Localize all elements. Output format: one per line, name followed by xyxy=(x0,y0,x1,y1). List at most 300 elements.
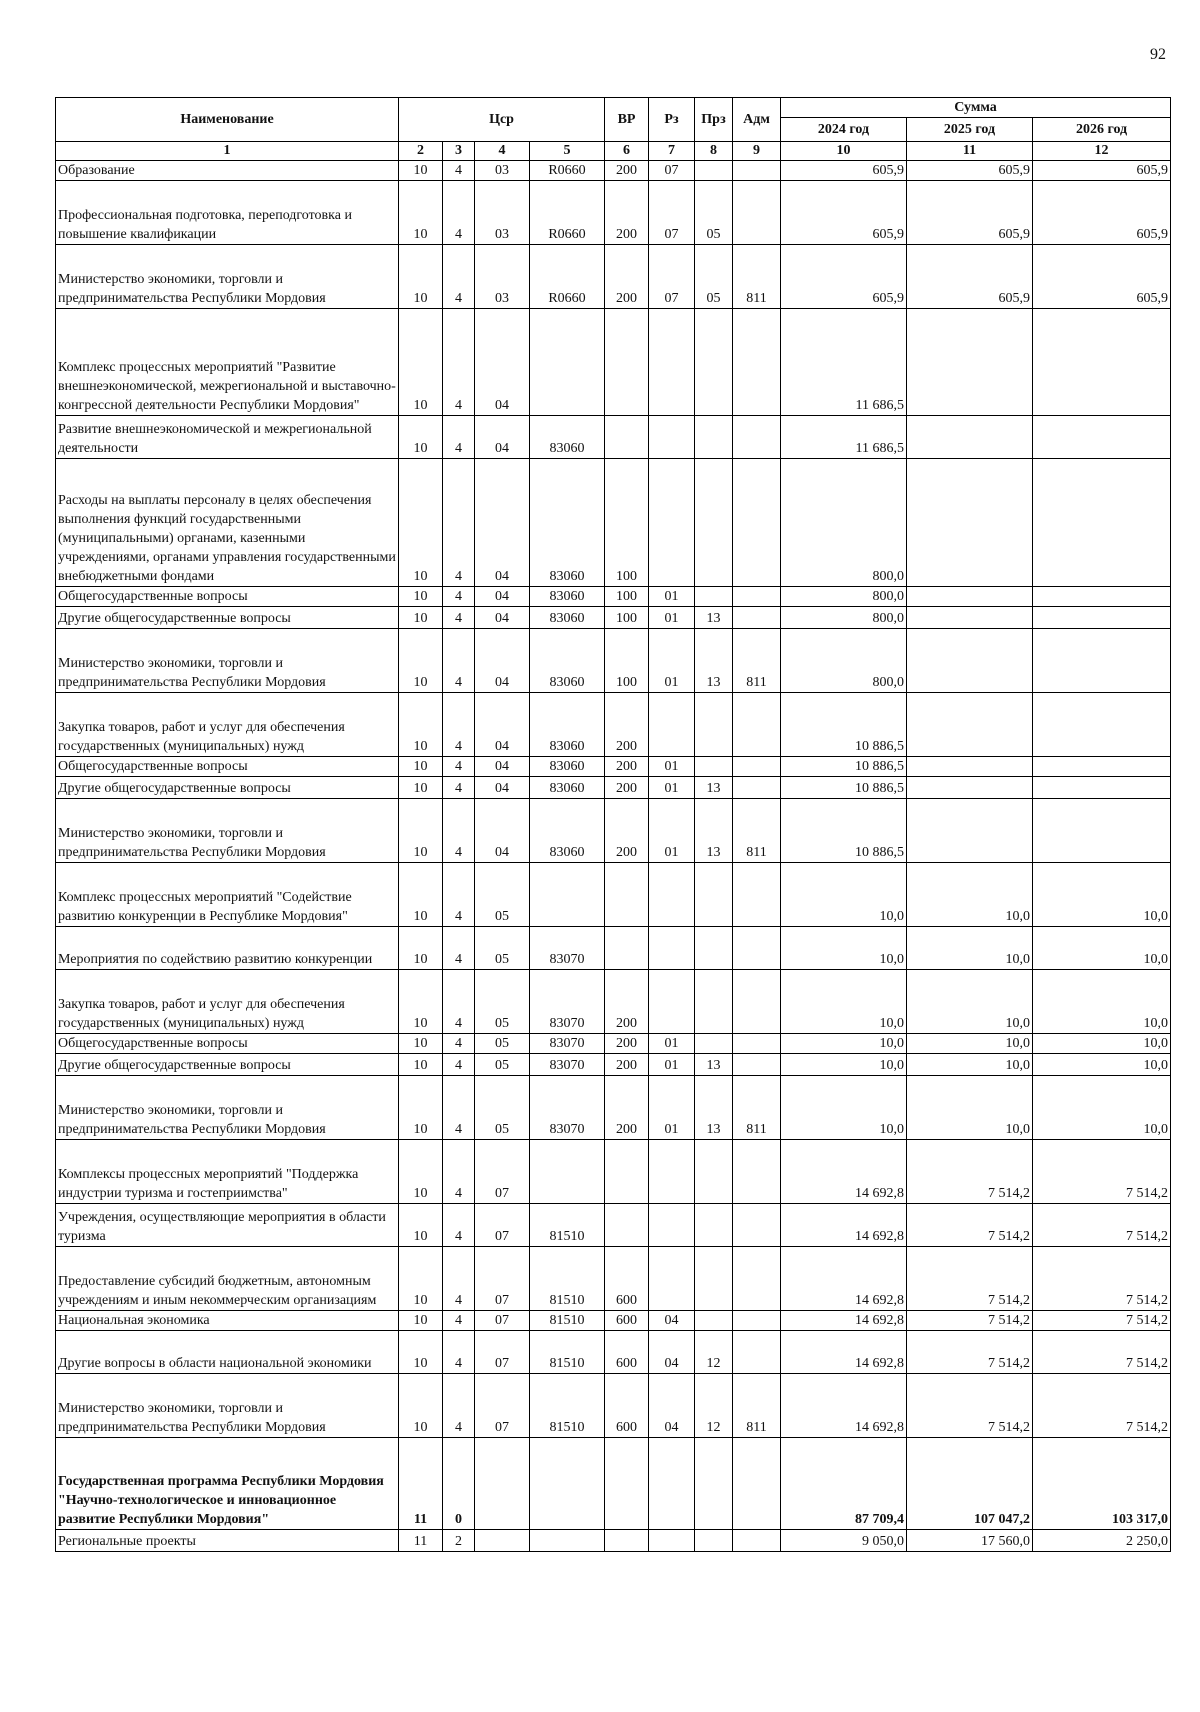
row-sum-2025 xyxy=(907,799,1033,863)
column-number: 8 xyxy=(695,142,733,161)
row-sum-2025: 10,0 xyxy=(907,1034,1033,1054)
row-sum-2024: 10 886,5 xyxy=(781,799,907,863)
row-code-subprogram xyxy=(475,1438,530,1530)
row-code-program: 10 xyxy=(399,1247,443,1311)
row-vr: 200 xyxy=(605,1034,649,1054)
column-number: 11 xyxy=(907,142,1033,161)
row-adm xyxy=(733,416,781,459)
row-sum-2026: 10,0 xyxy=(1033,1034,1171,1054)
row-sum-2024: 10,0 xyxy=(781,863,907,927)
column-number: 9 xyxy=(733,142,781,161)
row-prz xyxy=(695,1311,733,1331)
column-number: 2 xyxy=(399,142,443,161)
row-prz: 13 xyxy=(695,799,733,863)
row-code-type: 4 xyxy=(443,309,475,416)
row-name: Министерство экономики, торговли и предпринимательства Республики Мордовия xyxy=(56,1076,399,1140)
table-row xyxy=(56,799,1171,863)
row-code-subprogram: 05 xyxy=(475,970,530,1034)
row-name: Комплексы процессных мероприятий "Поддержка индустрии туризма и гостеприимства" xyxy=(56,1140,399,1204)
row-prz: 05 xyxy=(695,181,733,245)
table-row xyxy=(56,587,1171,607)
row-code-type: 4 xyxy=(443,161,475,181)
row-vr xyxy=(605,1438,649,1530)
column-number: 6 xyxy=(605,142,649,161)
row-rz xyxy=(649,309,695,416)
row-sum-2026: 7 514,2 xyxy=(1033,1311,1171,1331)
row-prz xyxy=(695,1530,733,1552)
row-adm xyxy=(733,927,781,970)
row-vr: 200 xyxy=(605,1076,649,1140)
row-code-direction: R0660 xyxy=(530,161,605,181)
row-vr: 200 xyxy=(605,693,649,757)
row-code-type: 4 xyxy=(443,757,475,777)
table-row xyxy=(56,309,1171,416)
row-sum-2025: 605,9 xyxy=(907,161,1033,181)
row-rz xyxy=(649,1140,695,1204)
row-code-direction: 81510 xyxy=(530,1311,605,1331)
row-sum-2026 xyxy=(1033,587,1171,607)
row-code-subprogram: 04 xyxy=(475,757,530,777)
row-vr: 200 xyxy=(605,181,649,245)
row-name: Национальная экономика xyxy=(56,1311,399,1331)
table-row xyxy=(56,1076,1171,1140)
row-code-direction: 83070 xyxy=(530,1054,605,1076)
row-sum-2026 xyxy=(1033,693,1171,757)
row-name: Другие вопросы в области национальной экономики xyxy=(56,1331,399,1374)
table-row xyxy=(56,1034,1171,1054)
table-row xyxy=(56,607,1171,629)
row-sum-2024: 10 886,5 xyxy=(781,757,907,777)
row-adm xyxy=(733,1438,781,1530)
row-sum-2024: 14 692,8 xyxy=(781,1311,907,1331)
header-year-2025: 2025 год xyxy=(907,118,1033,142)
row-code-program: 10 xyxy=(399,693,443,757)
row-vr xyxy=(605,309,649,416)
row-name: Министерство экономики, торговли и предпринимательства Республики Мордовия xyxy=(56,629,399,693)
row-code-type: 0 xyxy=(443,1438,475,1530)
row-rz: 07 xyxy=(649,161,695,181)
row-code-direction xyxy=(530,863,605,927)
row-sum-2026 xyxy=(1033,416,1171,459)
row-code-direction: 83060 xyxy=(530,693,605,757)
row-code-program: 10 xyxy=(399,459,443,587)
row-adm xyxy=(733,1140,781,1204)
row-code-direction xyxy=(530,1438,605,1530)
column-number: 5 xyxy=(530,142,605,161)
row-name: Другие общегосударственные вопросы xyxy=(56,777,399,799)
row-code-subprogram: 07 xyxy=(475,1140,530,1204)
row-sum-2026 xyxy=(1033,459,1171,587)
row-code-direction: 81510 xyxy=(530,1331,605,1374)
row-sum-2025 xyxy=(907,693,1033,757)
row-sum-2024: 800,0 xyxy=(781,459,907,587)
row-name: Учреждения, осуществляющие мероприятия в области туризма xyxy=(56,1204,399,1247)
row-code-program: 10 xyxy=(399,1331,443,1374)
row-sum-2024: 14 692,8 xyxy=(781,1374,907,1438)
row-sum-2024: 10 886,5 xyxy=(781,693,907,757)
row-code-program: 10 xyxy=(399,863,443,927)
row-sum-2026: 103 317,0 xyxy=(1033,1438,1171,1530)
row-prz xyxy=(695,1204,733,1247)
row-rz xyxy=(649,459,695,587)
row-code-type: 4 xyxy=(443,1311,475,1331)
row-sum-2024: 14 692,8 xyxy=(781,1140,907,1204)
row-rz: 07 xyxy=(649,181,695,245)
row-name: Общегосударственные вопросы xyxy=(56,757,399,777)
row-code-direction: 83060 xyxy=(530,459,605,587)
row-vr xyxy=(605,1530,649,1552)
row-vr: 100 xyxy=(605,459,649,587)
header-csr: Цср xyxy=(399,98,605,142)
row-code-subprogram: 04 xyxy=(475,309,530,416)
row-name: Общегосударственные вопросы xyxy=(56,587,399,607)
row-vr: 200 xyxy=(605,757,649,777)
table-row xyxy=(56,1204,1171,1247)
row-sum-2025: 7 514,2 xyxy=(907,1331,1033,1374)
row-code-type: 4 xyxy=(443,181,475,245)
row-name: Профессиональная подготовка, переподготовка и повышение квалификации xyxy=(56,181,399,245)
row-code-direction xyxy=(530,309,605,416)
row-rz xyxy=(649,1204,695,1247)
row-code-program: 10 xyxy=(399,1054,443,1076)
row-rz: 04 xyxy=(649,1374,695,1438)
row-prz: 05 xyxy=(695,245,733,309)
row-vr xyxy=(605,863,649,927)
row-code-direction: 83070 xyxy=(530,927,605,970)
row-rz: 07 xyxy=(649,245,695,309)
row-sum-2024: 14 692,8 xyxy=(781,1204,907,1247)
row-sum-2024: 11 686,5 xyxy=(781,309,907,416)
row-code-program: 10 xyxy=(399,1034,443,1054)
row-code-type: 4 xyxy=(443,416,475,459)
table-row xyxy=(56,970,1171,1034)
row-adm xyxy=(733,1054,781,1076)
row-code-program: 10 xyxy=(399,629,443,693)
row-rz: 04 xyxy=(649,1331,695,1374)
row-sum-2024: 10,0 xyxy=(781,927,907,970)
row-code-program: 10 xyxy=(399,970,443,1034)
row-code-program: 10 xyxy=(399,1311,443,1331)
row-sum-2025: 17 560,0 xyxy=(907,1530,1033,1552)
row-sum-2025: 605,9 xyxy=(907,245,1033,309)
row-adm: 811 xyxy=(733,799,781,863)
row-prz xyxy=(695,693,733,757)
row-name: Предоставление субсидий бюджетным, автономным учреждениям и иным некоммерческим организациям xyxy=(56,1247,399,1311)
row-sum-2025: 7 514,2 xyxy=(907,1247,1033,1311)
row-code-type: 4 xyxy=(443,1140,475,1204)
row-sum-2026 xyxy=(1033,777,1171,799)
row-sum-2026: 10,0 xyxy=(1033,970,1171,1034)
table-row xyxy=(56,1438,1171,1530)
row-code-subprogram: 05 xyxy=(475,927,530,970)
row-adm xyxy=(733,1331,781,1374)
row-code-program: 11 xyxy=(399,1438,443,1530)
row-sum-2025 xyxy=(907,416,1033,459)
row-prz xyxy=(695,757,733,777)
table-row xyxy=(56,181,1171,245)
row-rz: 01 xyxy=(649,1054,695,1076)
row-code-type: 4 xyxy=(443,607,475,629)
row-vr: 100 xyxy=(605,587,649,607)
column-number-row xyxy=(56,142,1171,161)
row-sum-2026: 7 514,2 xyxy=(1033,1140,1171,1204)
header-sum: Сумма xyxy=(781,98,1171,118)
column-number: 1 xyxy=(56,142,399,161)
table-row xyxy=(56,757,1171,777)
row-sum-2025: 10,0 xyxy=(907,863,1033,927)
row-name: Комплекс процессных мероприятий "Развитие внешнеэкономической, межрегиональной и выставочно-конгрессной деятельности Республики Мордовия" xyxy=(56,309,399,416)
row-rz: 01 xyxy=(649,607,695,629)
row-adm xyxy=(733,161,781,181)
row-code-type: 4 xyxy=(443,1034,475,1054)
row-sum-2026: 605,9 xyxy=(1033,181,1171,245)
row-vr: 200 xyxy=(605,1054,649,1076)
header-vr: ВР xyxy=(605,98,649,142)
row-vr xyxy=(605,416,649,459)
row-sum-2025: 605,9 xyxy=(907,181,1033,245)
row-adm xyxy=(733,181,781,245)
row-code-subprogram: 03 xyxy=(475,161,530,181)
row-code-direction: 83070 xyxy=(530,1076,605,1140)
row-adm: 811 xyxy=(733,1374,781,1438)
row-vr: 600 xyxy=(605,1247,649,1311)
row-code-direction: 83060 xyxy=(530,587,605,607)
header-adm: Адм xyxy=(733,98,781,142)
row-code-direction: 83060 xyxy=(530,777,605,799)
row-sum-2024: 11 686,5 xyxy=(781,416,907,459)
table-row xyxy=(56,416,1171,459)
row-code-subprogram: 07 xyxy=(475,1204,530,1247)
row-name: Развитие внешнеэкономической и межрегиональной деятельности xyxy=(56,416,399,459)
row-code-program: 10 xyxy=(399,161,443,181)
row-code-type: 4 xyxy=(443,777,475,799)
row-adm xyxy=(733,757,781,777)
row-code-type: 4 xyxy=(443,245,475,309)
row-rz: 01 xyxy=(649,1076,695,1140)
row-sum-2024: 14 692,8 xyxy=(781,1331,907,1374)
row-prz: 13 xyxy=(695,777,733,799)
row-adm xyxy=(733,1311,781,1331)
table-row xyxy=(56,459,1171,587)
row-sum-2025: 10,0 xyxy=(907,1076,1033,1140)
row-code-subprogram: 04 xyxy=(475,587,530,607)
row-prz: 13 xyxy=(695,607,733,629)
row-code-type: 4 xyxy=(443,1054,475,1076)
row-sum-2025: 7 514,2 xyxy=(907,1311,1033,1331)
row-code-subprogram: 05 xyxy=(475,1054,530,1076)
row-name: Министерство экономики, торговли и предпринимательства Республики Мордовия xyxy=(56,245,399,309)
row-rz: 04 xyxy=(649,1311,695,1331)
row-name: Закупка товаров, работ и услуг для обеспечения государственных (муниципальных) нужд xyxy=(56,970,399,1034)
row-code-subprogram: 04 xyxy=(475,416,530,459)
row-adm xyxy=(733,863,781,927)
row-sum-2024: 605,9 xyxy=(781,181,907,245)
row-adm xyxy=(733,1247,781,1311)
row-name: Образование xyxy=(56,161,399,181)
row-code-direction: R0660 xyxy=(530,245,605,309)
row-code-type: 4 xyxy=(443,970,475,1034)
row-sum-2026: 605,9 xyxy=(1033,161,1171,181)
row-sum-2025: 10,0 xyxy=(907,1054,1033,1076)
row-rz xyxy=(649,1438,695,1530)
row-code-subprogram: 04 xyxy=(475,777,530,799)
row-adm xyxy=(733,1034,781,1054)
row-code-subprogram: 07 xyxy=(475,1331,530,1374)
row-prz xyxy=(695,1438,733,1530)
row-name: Государственная программа Республики Мордовия "Научно-технологическое и инновационное развитие Республики Мордовия" xyxy=(56,1438,399,1530)
row-code-subprogram: 07 xyxy=(475,1374,530,1438)
table-row xyxy=(56,1530,1171,1552)
row-name: Комплекс процессных мероприятий "Содействие развитию конкуренции в Республике Мордовия" xyxy=(56,863,399,927)
row-code-direction: 83060 xyxy=(530,757,605,777)
header-name: Наименование xyxy=(56,98,399,142)
row-code-subprogram: 04 xyxy=(475,799,530,863)
row-code-direction: 83060 xyxy=(530,607,605,629)
row-code-subprogram xyxy=(475,1530,530,1552)
row-vr: 200 xyxy=(605,777,649,799)
row-code-type: 4 xyxy=(443,459,475,587)
row-code-type: 4 xyxy=(443,1374,475,1438)
column-number: 4 xyxy=(475,142,530,161)
row-code-direction: 83060 xyxy=(530,629,605,693)
row-code-type: 4 xyxy=(443,629,475,693)
row-code-direction: 83060 xyxy=(530,416,605,459)
row-vr: 600 xyxy=(605,1374,649,1438)
column-number: 12 xyxy=(1033,142,1171,161)
row-sum-2025: 10,0 xyxy=(907,970,1033,1034)
row-sum-2026 xyxy=(1033,757,1171,777)
row-sum-2025: 7 514,2 xyxy=(907,1374,1033,1438)
row-sum-2024: 605,9 xyxy=(781,161,907,181)
row-vr: 200 xyxy=(605,245,649,309)
row-sum-2026 xyxy=(1033,629,1171,693)
row-code-program: 10 xyxy=(399,416,443,459)
row-code-subprogram: 03 xyxy=(475,181,530,245)
row-sum-2026: 7 514,2 xyxy=(1033,1247,1171,1311)
row-code-program: 10 xyxy=(399,757,443,777)
row-code-type: 4 xyxy=(443,1247,475,1311)
row-code-direction: 83060 xyxy=(530,799,605,863)
row-adm xyxy=(733,309,781,416)
row-code-direction: 83070 xyxy=(530,970,605,1034)
row-name: Другие общегосударственные вопросы xyxy=(56,607,399,629)
row-prz: 13 xyxy=(695,1076,733,1140)
row-sum-2026: 605,9 xyxy=(1033,245,1171,309)
row-sum-2026 xyxy=(1033,799,1171,863)
row-vr: 100 xyxy=(605,629,649,693)
row-code-program: 10 xyxy=(399,799,443,863)
row-adm: 811 xyxy=(733,629,781,693)
table-row xyxy=(56,161,1171,181)
row-code-direction: R0660 xyxy=(530,181,605,245)
row-sum-2025: 7 514,2 xyxy=(907,1140,1033,1204)
row-sum-2026: 7 514,2 xyxy=(1033,1204,1171,1247)
row-prz xyxy=(695,1247,733,1311)
table-row xyxy=(56,1247,1171,1311)
row-code-program: 10 xyxy=(399,181,443,245)
row-name: Министерство экономики, торговли и предпринимательства Республики Мордовия xyxy=(56,1374,399,1438)
row-vr: 200 xyxy=(605,161,649,181)
header-rz: Рз xyxy=(649,98,695,142)
row-sum-2026: 7 514,2 xyxy=(1033,1331,1171,1374)
table-body xyxy=(56,161,1171,1552)
column-number: 10 xyxy=(781,142,907,161)
row-code-program: 10 xyxy=(399,309,443,416)
row-rz: 01 xyxy=(649,777,695,799)
row-sum-2024: 605,9 xyxy=(781,245,907,309)
row-rz xyxy=(649,927,695,970)
row-code-subprogram: 04 xyxy=(475,459,530,587)
row-sum-2025 xyxy=(907,459,1033,587)
row-code-program: 10 xyxy=(399,777,443,799)
column-number: 3 xyxy=(443,142,475,161)
row-code-subprogram: 04 xyxy=(475,629,530,693)
row-sum-2025 xyxy=(907,777,1033,799)
row-sum-2024: 10,0 xyxy=(781,1076,907,1140)
row-code-program: 10 xyxy=(399,1204,443,1247)
table-row xyxy=(56,777,1171,799)
row-code-program: 10 xyxy=(399,1374,443,1438)
header-prz: Прз xyxy=(695,98,733,142)
row-code-program: 11 xyxy=(399,1530,443,1552)
table-row xyxy=(56,927,1171,970)
row-vr xyxy=(605,1204,649,1247)
table-row xyxy=(56,863,1171,927)
row-prz: 13 xyxy=(695,1054,733,1076)
row-adm xyxy=(733,1204,781,1247)
row-prz xyxy=(695,459,733,587)
row-rz xyxy=(649,1530,695,1552)
row-code-subprogram: 07 xyxy=(475,1311,530,1331)
row-vr: 600 xyxy=(605,1331,649,1374)
row-adm: 811 xyxy=(733,245,781,309)
row-code-direction: 81510 xyxy=(530,1374,605,1438)
row-sum-2025 xyxy=(907,757,1033,777)
row-code-program: 10 xyxy=(399,1076,443,1140)
row-rz xyxy=(649,1247,695,1311)
row-code-subprogram: 05 xyxy=(475,1076,530,1140)
row-vr xyxy=(605,1140,649,1204)
row-code-type: 4 xyxy=(443,1204,475,1247)
row-code-type: 4 xyxy=(443,693,475,757)
row-sum-2025: 7 514,2 xyxy=(907,1204,1033,1247)
table-row xyxy=(56,1311,1171,1331)
row-code-type: 4 xyxy=(443,927,475,970)
row-prz xyxy=(695,161,733,181)
row-name: Министерство экономики, торговли и предпринимательства Республики Мордовия xyxy=(56,799,399,863)
row-vr: 600 xyxy=(605,1311,649,1331)
row-sum-2026 xyxy=(1033,309,1171,416)
row-code-direction: 81510 xyxy=(530,1204,605,1247)
row-prz xyxy=(695,309,733,416)
row-sum-2026: 10,0 xyxy=(1033,863,1171,927)
row-code-type: 4 xyxy=(443,1076,475,1140)
row-sum-2026: 7 514,2 xyxy=(1033,1374,1171,1438)
row-name: Закупка товаров, работ и услуг для обеспечения государственных (муниципальных) нужд xyxy=(56,693,399,757)
row-code-subprogram: 04 xyxy=(475,693,530,757)
row-code-program: 10 xyxy=(399,607,443,629)
row-adm xyxy=(733,607,781,629)
row-sum-2024: 800,0 xyxy=(781,629,907,693)
row-code-direction: 81510 xyxy=(530,1247,605,1311)
row-rz: 01 xyxy=(649,1034,695,1054)
row-adm: 811 xyxy=(733,1076,781,1140)
row-prz xyxy=(695,1140,733,1204)
row-sum-2024: 9 050,0 xyxy=(781,1530,907,1552)
row-sum-2025: 10,0 xyxy=(907,927,1033,970)
row-sum-2026 xyxy=(1033,607,1171,629)
row-adm xyxy=(733,459,781,587)
